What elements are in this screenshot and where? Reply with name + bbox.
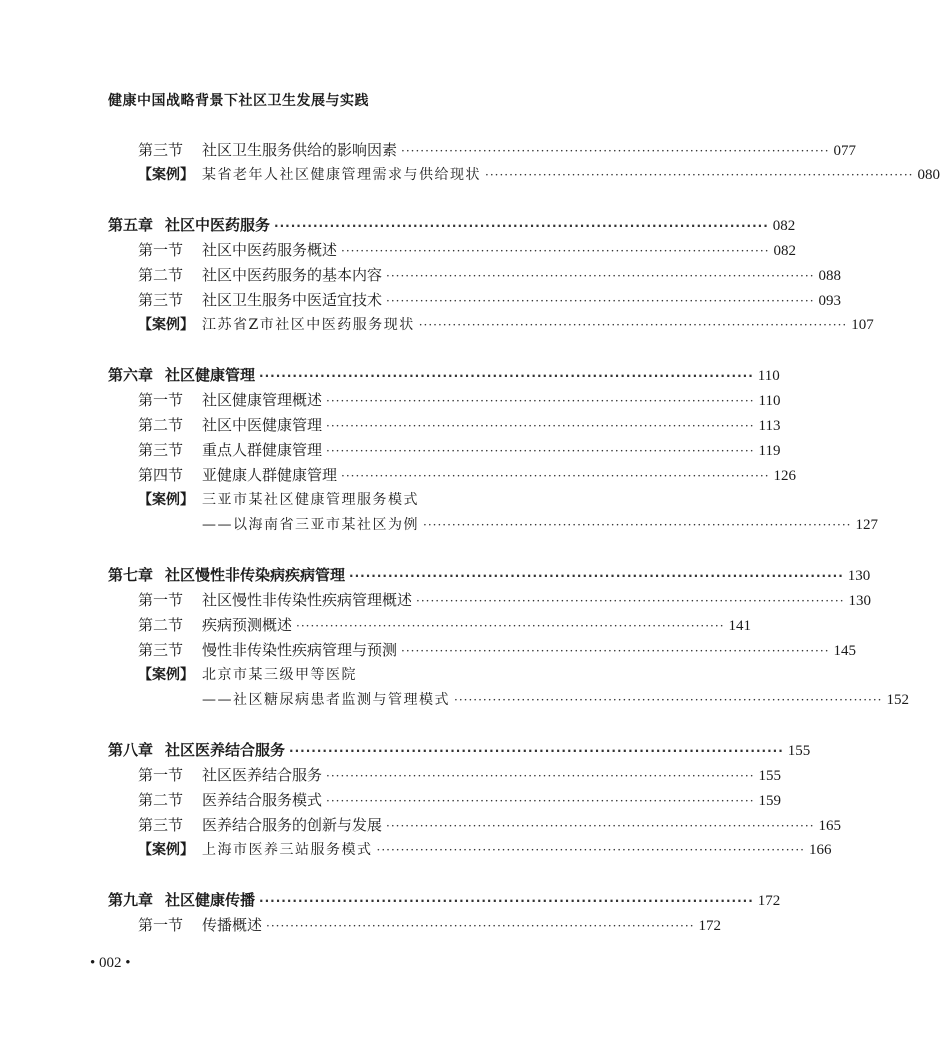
toc-entry-title: 社区慢性非传染性疾病管理概述: [202, 591, 413, 609]
toc-gap: [108, 863, 644, 888]
toc-entry-label: 第一节: [138, 766, 184, 784]
toc-entry-label: 第九章: [108, 891, 154, 909]
toc-entry-title: 社区医养结合服务: [165, 741, 286, 759]
toc-section-row[interactable]: [108, 413, 781, 438]
dot-leader: ·························································································: [326, 444, 755, 458]
dot-leader: ·························································································: [259, 894, 754, 908]
toc-section-row[interactable]: [108, 138, 857, 163]
dot-leader: ·························································································: [418, 318, 848, 332]
toc-page-number: 130: [848, 593, 872, 609]
toc-entry-label: 第三节: [138, 816, 184, 834]
toc-page-number: 113: [758, 418, 781, 434]
toc-page-number: 126: [773, 468, 797, 484]
toc-gap: [108, 713, 644, 738]
toc-entry-title: ——以海南省三亚市某社区为例: [202, 517, 419, 533]
dot-leader: ·························································································: [401, 644, 830, 658]
toc-section-row[interactable]: [108, 263, 842, 288]
toc-entry-title: 社区中医药服务概述: [202, 241, 338, 259]
toc-entry-label: 第三节: [138, 641, 184, 659]
dot-leader: ·························································································: [296, 619, 725, 633]
toc-page-number: 130: [847, 568, 871, 584]
dot-leader: ·························································································: [341, 244, 770, 258]
toc-entry-label: 第一节: [138, 591, 184, 609]
toc-entry-label: 第二节: [138, 266, 184, 284]
toc-page-number: 172: [757, 893, 781, 909]
toc-entry-label: 第三节: [138, 141, 184, 159]
toc-chapter-row[interactable]: [108, 888, 781, 913]
dot-leader: ·························································································: [416, 594, 845, 608]
toc-case-cont-row[interactable]: [108, 688, 909, 713]
toc-section-row[interactable]: [108, 438, 781, 463]
toc-entry-title: 医养结合服务的创新与发展: [202, 816, 383, 834]
toc-entry-title: 社区健康管理: [165, 366, 256, 384]
toc-entry-title: 社区卫生服务中医适宜技术: [202, 291, 383, 309]
toc-page-number: 088: [818, 268, 842, 284]
dot-leader: ·························································································: [326, 419, 755, 433]
toc-section-row[interactable]: [108, 288, 842, 313]
toc-page-number: 077: [833, 143, 857, 159]
toc-entry-title: 社区中医药服务: [165, 216, 271, 234]
toc-entry-title: 江苏省Z市社区中医药服务现状: [202, 317, 415, 333]
toc-page-number: 110: [758, 393, 781, 409]
toc-entry-title: 某省老年人社区健康管理需求与供给现状: [202, 167, 481, 183]
toc-entry-label: 第四节: [138, 466, 184, 484]
toc-gap: [108, 538, 644, 563]
toc-page-number: 155: [758, 768, 782, 784]
toc-entry-title: ——社区糖尿病患者监测与管理模式: [202, 692, 450, 708]
toc-page-number: 082: [773, 243, 797, 259]
toc-entry-label: 【案例】: [138, 492, 194, 508]
toc-page-number: 145: [833, 643, 857, 659]
dot-leader: ·························································································: [386, 269, 815, 283]
toc-entry-label: 第二节: [138, 616, 184, 634]
toc-entry-label: 第一节: [138, 241, 184, 259]
toc-page-number: 172: [698, 918, 722, 934]
toc-entry-label: 【案例】: [138, 667, 194, 683]
toc-entry-title: 社区健康传播: [165, 891, 256, 909]
toc-section-row[interactable]: [108, 763, 782, 788]
toc-entry-title: 社区卫生服务供给的影响因素: [202, 141, 398, 159]
toc-page-number: 141: [728, 618, 752, 634]
toc-entry-label: 第三节: [138, 441, 184, 459]
dot-leader: ·························································································: [289, 744, 784, 758]
toc-page-number: 110: [757, 368, 780, 384]
toc-page-number: 107: [851, 317, 874, 333]
toc-section-row[interactable]: [108, 463, 797, 488]
dot-leader: ·························································································: [454, 693, 883, 707]
toc-entry-title: 传播概述: [202, 916, 263, 934]
dot-leader: ·························································································: [386, 819, 815, 833]
toc-entry-label: 第三节: [138, 291, 184, 309]
toc-gap: [108, 338, 644, 363]
toc-case-row[interactable]: [108, 488, 644, 513]
toc-page-number: 166: [809, 842, 832, 858]
toc-section-row[interactable]: [108, 913, 722, 938]
toc-entry-title: 医养结合服务模式: [202, 791, 323, 809]
dot-leader: ·························································································: [326, 794, 755, 808]
toc-page-number: 159: [758, 793, 782, 809]
toc-page-number: 119: [758, 443, 781, 459]
dot-leader: ·························································································: [423, 518, 852, 532]
toc-chapter-row[interactable]: [108, 213, 796, 238]
toc-chapter-row[interactable]: [108, 563, 871, 588]
toc-entry-label: 第八章: [108, 741, 154, 759]
dot-leader: ·························································································: [349, 569, 844, 583]
toc-case-row[interactable]: [108, 163, 940, 188]
toc-section-row[interactable]: [108, 788, 782, 813]
toc-entry-title: 三亚市某社区健康管理服务模式: [202, 492, 419, 508]
toc-entry-label: 第一节: [138, 916, 184, 934]
toc-entry-title: 社区中医药服务的基本内容: [202, 266, 383, 284]
dot-leader: ·························································································: [326, 769, 755, 783]
toc-entry-title: 重点人群健康管理: [202, 441, 323, 459]
toc-entry-title: 社区中医健康管理: [202, 416, 323, 434]
toc-entry-label: 【案例】: [138, 842, 194, 858]
toc-entry-title: 亚健康人群健康管理: [202, 466, 338, 484]
toc-page-number: 082: [772, 218, 796, 234]
dot-leader: ·························································································: [401, 144, 830, 158]
toc-section-row[interactable]: [108, 388, 781, 413]
toc-entry-label: 第六章: [108, 366, 154, 384]
dot-leader: ·························································································: [326, 394, 755, 408]
toc-case-row[interactable]: [108, 313, 874, 338]
toc-section-row[interactable]: [108, 638, 857, 663]
toc-entry-label: 【案例】: [138, 167, 194, 183]
toc-entry-label: 第七章: [108, 566, 154, 584]
toc-page-number: 127: [855, 517, 878, 533]
toc-page-number: 080: [917, 167, 940, 183]
toc-entry-title: 疾病预测概述: [202, 616, 293, 634]
toc-case-row[interactable]: [108, 663, 644, 688]
toc-entry-label: 【案例】: [138, 317, 194, 333]
dot-leader: ·························································································: [259, 369, 754, 383]
dot-leader: ·························································································: [386, 294, 815, 308]
toc-entry-title: 社区慢性非传染病疾病管理: [165, 566, 346, 584]
toc-section-row[interactable]: [108, 613, 752, 638]
toc-page-number: 165: [818, 818, 842, 834]
toc-gap: [108, 188, 644, 213]
toc-entry-title: 上海市医养三站服务模式: [202, 842, 373, 858]
toc-page-number: 093: [818, 293, 842, 309]
dot-leader: ·························································································: [485, 168, 914, 182]
toc-page-number: 155: [787, 743, 811, 759]
toc-section-row[interactable]: [108, 813, 842, 838]
running-header: 健康中国战略背景下社区卫生发展与实践: [108, 93, 369, 109]
toc-entry-label: 第二节: [138, 791, 184, 809]
dot-leader: ·························································································: [341, 469, 770, 483]
toc-chapter-row[interactable]: [108, 363, 780, 388]
toc-chapter-row[interactable]: [108, 738, 811, 763]
toc-entry-title: 社区医养结合服务: [202, 766, 323, 784]
table-of-contents: [108, 138, 940, 938]
toc-case-row[interactable]: [108, 838, 832, 863]
toc-entry-title: 慢性非传染性疾病管理与预测: [202, 641, 398, 659]
dot-leader: ·························································································: [376, 843, 805, 857]
toc-entry-label: 第二节: [138, 416, 184, 434]
dot-leader: ·························································································: [266, 919, 695, 933]
page-number: • 002 •: [90, 955, 131, 971]
toc-section-row[interactable]: [108, 588, 872, 613]
toc-case-cont-row[interactable]: [108, 513, 878, 538]
toc-page-number: 152: [886, 692, 909, 708]
toc-entry-title: 北京市某三级甲等医院: [202, 667, 357, 683]
toc-section-row[interactable]: [108, 238, 797, 263]
toc-entry-label: 第五章: [108, 216, 154, 234]
toc-entry-label: 第一节: [138, 391, 184, 409]
toc-entry-title: 社区健康管理概述: [202, 391, 323, 409]
dot-leader: ·························································································: [274, 219, 769, 233]
